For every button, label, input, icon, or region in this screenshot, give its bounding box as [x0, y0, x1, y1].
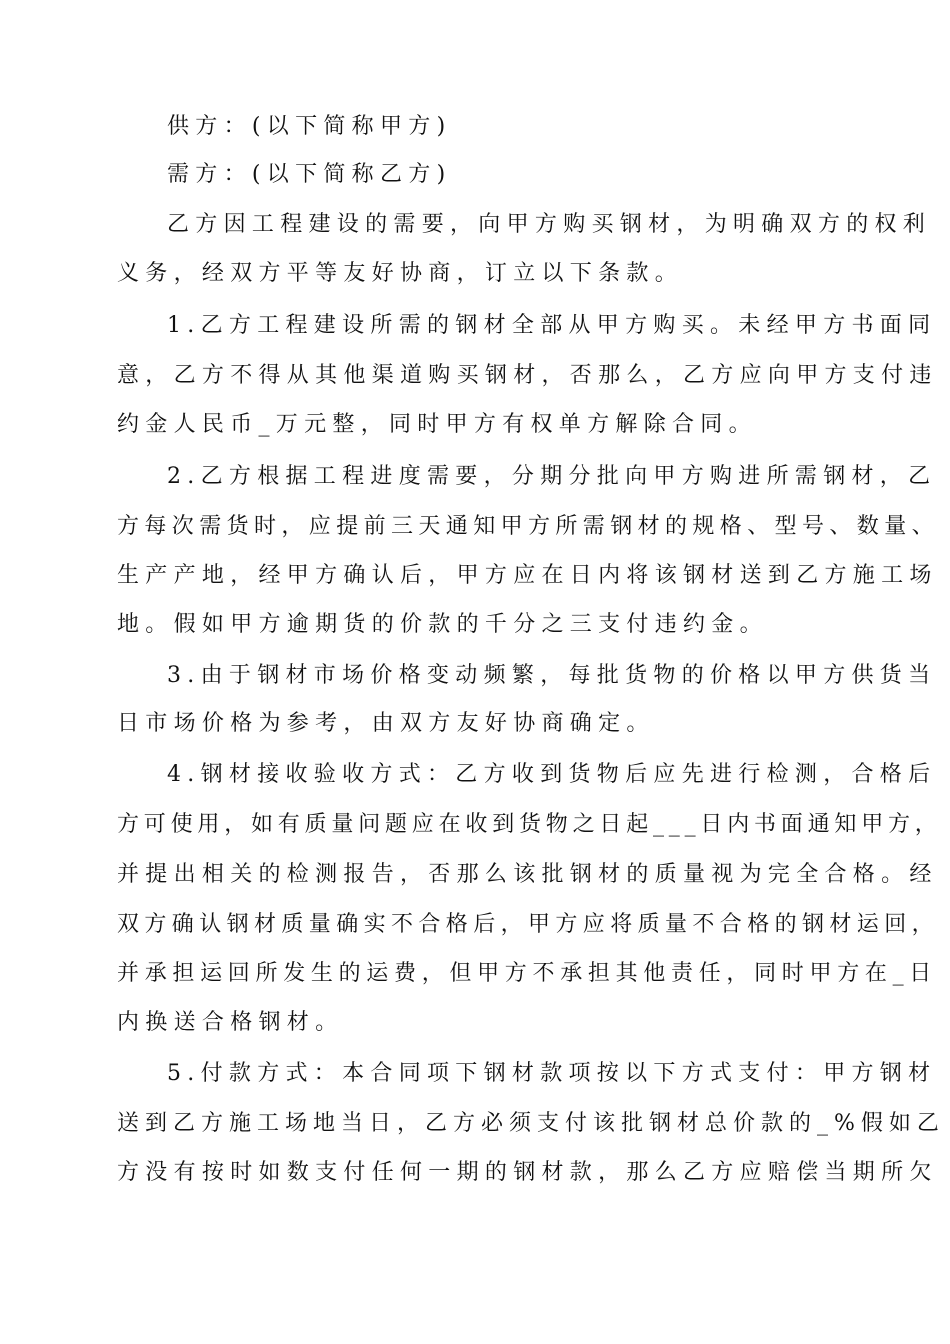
clause-5-line-1: 5.付款方式：本合同项下钢材款项按以下方式支付：甲方钢材: [167, 1061, 937, 1086]
clause-4-line-1: 4.钢材接收验收方式：乙方收到货物后应先进行检测，合格后: [167, 762, 937, 787]
clause-4-line-3: 并提出相关的检测报告，否那么该批钢材的质量视为完全合格。经: [117, 862, 938, 887]
intro-line-2: 义务，经双方平等友好协商，订立以下条款。: [117, 261, 684, 286]
intro-line-1: 乙方因工程建设的需要，向甲方购买钢材，为明确双方的权利: [167, 212, 932, 237]
clause-2-line-3: 生产产地，经甲方确认后，甲方应在日内将该钢材送到乙方施工场: [117, 563, 938, 588]
supplier-line: 供方：(以下简称甲方): [167, 114, 452, 139]
clause-4-line-2: 方可使用，如有质量问题应在收到货物之日起___日内书面通知甲方，: [117, 812, 942, 837]
clause-4-line-4: 双方确认钢材质量确实不合格后，甲方应将质量不合格的钢材运回，: [117, 912, 940, 937]
clause-2-line-4: 地。假如甲方逾期货的价款的千分之三支付违约金。: [117, 612, 768, 637]
clause-2-line-1: 2.乙方根据工程进度需要，分期分批向甲方购进所需钢材，乙: [167, 464, 937, 489]
clause-1-line-3: 约金人民币_万元整，同时甲方有权单方解除合同。: [117, 412, 757, 437]
clause-1-line-2: 意，乙方不得从其他渠道购买钢材，否那么，乙方应向甲方支付违: [117, 363, 938, 388]
buyer-line: 需方：(以下简称乙方): [167, 162, 452, 187]
clause-4-line-6: 内换送合格钢材。: [117, 1010, 344, 1035]
clause-5-line-2: 送到乙方施工场地当日，乙方必须支付该批钢材总价款的_%假如乙: [117, 1111, 945, 1136]
clause-5-line-3: 方没有按时如数支付任何一期的钢材款，那么乙方应赔偿当期所欠: [117, 1160, 938, 1185]
clause-3-line-2: 日市场价格为参考，由双方友好协商确定。: [117, 711, 655, 736]
clause-3-line-1: 3.由于钢材市场价格变动频繁，每批货物的价格以甲方供货当: [167, 663, 937, 688]
clause-1-line-1: 1.乙方工程建设所需的钢材全部从甲方购买。未经甲方书面同: [167, 313, 937, 338]
clause-4-line-5: 并承担运回所发生的运费，但甲方不承担其他责任，同时甲方在_日: [117, 961, 938, 986]
clause-2-line-2: 方每次需货时，应提前三天通知甲方所需钢材的规格、型号、数量、: [117, 514, 940, 539]
